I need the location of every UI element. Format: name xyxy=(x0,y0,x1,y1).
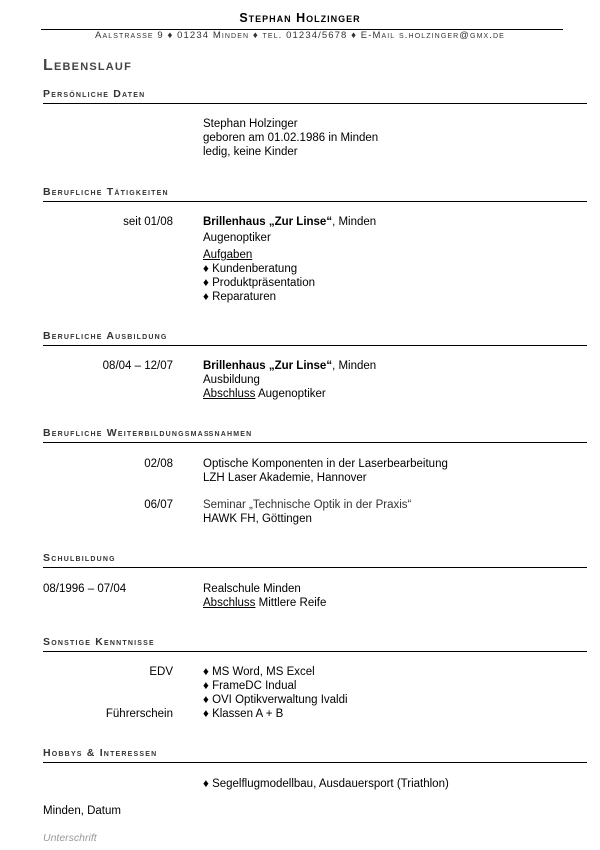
personal-name: Stephan Holzinger xyxy=(203,118,298,130)
skills-edv-item: ♦ FrameDC Indual xyxy=(203,680,297,692)
school-degree-label: Abschluss xyxy=(203,597,256,609)
work-role: Augenoptiker xyxy=(203,232,271,244)
further-course: Optische Komponenten in der Laserbearbeitung xyxy=(203,458,448,470)
training-company-city: , Minden xyxy=(332,360,377,372)
training-degree-label: Abschluss xyxy=(203,388,256,400)
section-heading-training: Berufliche Ausbildung xyxy=(43,330,587,346)
further-date: 06/07 xyxy=(144,499,173,511)
training-type: Ausbildung xyxy=(203,374,260,386)
work-task-item: ♦ Reparaturen xyxy=(203,291,276,303)
skills-edv-label: EDV xyxy=(149,666,173,678)
contact-line: Aalstrasse 9 ♦ 01234 Minden ♦ tel. 01234/5678 ♦ E-Mail s.holzinger@gmx.de xyxy=(95,30,505,41)
training-date: 08/04 – 12/07 xyxy=(102,360,173,372)
work-company-city: , Minden xyxy=(332,216,377,228)
skills-license-value: ♦ Klassen A + B xyxy=(203,708,284,720)
school-degree-value: Mittlere Reife xyxy=(255,597,327,609)
further-date: 02/08 xyxy=(144,458,173,470)
personal-birth: geboren am 01.02.1986 in Minden xyxy=(203,132,379,144)
applicant-name: Stephan Holzinger xyxy=(239,11,361,25)
skills-license-label: Führerschein xyxy=(105,708,173,720)
section-heading-skills: Sonstige Kenntnisse xyxy=(43,636,587,652)
skills-edv-item: ♦ MS Word, MS Excel xyxy=(203,666,315,678)
work-date: seit 01/08 xyxy=(123,216,173,228)
skills-edv-item: ♦ OVI Optikverwaltung Ivaldi xyxy=(203,694,348,706)
work-task-item: ♦ Kundenberatung xyxy=(203,263,298,275)
document-title: Lebenslauf xyxy=(43,57,132,74)
signature: Unterschrift xyxy=(43,832,97,844)
place-date: Minden, Datum xyxy=(43,805,121,817)
further-provider: HAWK FH, Göttingen xyxy=(203,513,312,525)
training-degree xyxy=(203,387,326,401)
school-date: 08/1996 – 07/04 xyxy=(43,583,127,595)
hobbies-value: ♦ Segelflugmodellbau, Ausdauersport (Triathlon) xyxy=(203,778,449,790)
school-name: Realschule Minden xyxy=(203,583,301,595)
training-degree-value: Augenoptiker xyxy=(255,388,326,400)
work-task-item: ♦ Produktpräsentation xyxy=(203,277,315,289)
section-heading-hobbies: Hobbys & Interessen xyxy=(43,747,587,763)
section-heading-further-education: Berufliche Weiterbildungsmaßnahmen xyxy=(43,427,587,443)
school-degree xyxy=(203,596,326,610)
training-company-name: Brillenhaus „Zur Linse“ xyxy=(203,360,333,372)
work-tasks-label: Aufgaben xyxy=(203,249,253,261)
section-heading-work: Berufliche Tätigkeiten xyxy=(43,186,587,202)
personal-status: ledig, keine Kinder xyxy=(203,146,298,158)
further-provider: LZH Laser Akademie, Hannover xyxy=(203,472,367,484)
section-heading-school: Schulbildung xyxy=(43,552,587,568)
work-company-name: Brillenhaus „Zur Linse“ xyxy=(203,216,333,228)
further-course: Seminar „Technische Optik in der Praxis“ xyxy=(203,499,412,511)
work-company xyxy=(203,215,376,229)
section-heading-personal: Persönliche Daten xyxy=(43,88,587,104)
training-company xyxy=(203,359,376,373)
